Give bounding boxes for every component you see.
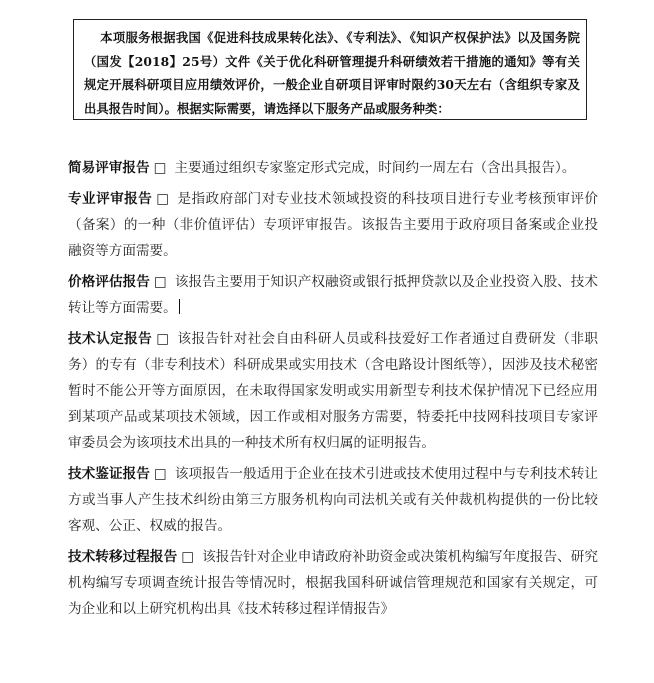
- checkbox[interactable]: □: [156, 191, 170, 207]
- service-title: 专业评审报告: [68, 191, 153, 207]
- service-title: 技术转移过程报告: [68, 549, 178, 565]
- service-title: 简易评审报告: [68, 160, 150, 176]
- service-title: 技术认定报告: [68, 331, 153, 347]
- service-description: 是指政府部门对专业技术领域投资的科技项目进行专业考核预审评价（备案）的一种（非价值评估）专项评审报告。该报告主要用于政府项目备案或企业投融资等方面需要。: [68, 191, 599, 259]
- checkbox[interactable]: □: [156, 331, 170, 347]
- service-list: [68, 155, 598, 627]
- service-description: 该报告针对企业申请政府补助资金或决策机构编写年度报告、研究机构编写专项调查统计报告等情况时，根据我国科研诚信管理规范和国家有关规定，可为企业和以上研究机构出具《技术转移过程详情报告》: [68, 549, 599, 617]
- service-simple-review: [68, 155, 598, 181]
- service-description: 主要通过组织专家鉴定形式完成，时间约一周左右（含出具报告）。: [174, 160, 576, 176]
- checkbox[interactable]: □: [181, 549, 195, 565]
- notice-box: [73, 19, 587, 120]
- checkbox[interactable]: □: [153, 466, 167, 482]
- service-description: 该报告主要用于知识产权融资或银行抵押贷款以及企业投资入股、技术转让等方面需要。: [68, 274, 599, 316]
- service-title: 价格评估报告: [68, 274, 150, 290]
- service-description: 该报告针对社会自由科研人员或科技爱好工作者通过自费研发（非职务）的专有（非专利技术）科研成果或实用技术（含电路设计图纸等），因涉及技术秘密暂时不能公开等方面原因，在未取得国家发明或实用新型专利技术保护情况下已经应用到某项产品或某项技术领域，因工作或相对服务方需要，特委托中技网科技项目专家评审委员会为该项技术出具的一种技术所有权归属的证明报告。: [68, 331, 599, 451]
- text-cursor: [179, 299, 181, 314]
- checkbox[interactable]: □: [153, 274, 167, 290]
- service-price-evaluation: [68, 269, 598, 321]
- checkbox[interactable]: □: [153, 160, 167, 176]
- service-technology-appraisal: [68, 461, 598, 539]
- notice-text: 本项服务根据我国《促进科技成果转化法》、《专利法》、《知识产权保护法》以及国务院（国发【2018】25号）文件《关于优化科研管理提升科研绩效若干措施的通知》等有关规定开展科研项目应用绩效评价，一般企业自研项目评审时限约30天左右（含组织专家及出具报告时间）。根据实际需要，请选择以下服务产品或服务种类：: [84, 30, 580, 116]
- service-professional-review: [68, 186, 598, 264]
- service-technology-certification: [68, 326, 598, 456]
- service-description: 该项报告一般适用于企业在技术引进或技术使用过程中与专利技术转让方或当事人产生技术纠纷由第三方服务机构向司法机关或有关仲裁机构提供的一份比较客观、公正、权威的报告。: [68, 466, 599, 534]
- service-title: 技术鉴证报告: [68, 466, 150, 482]
- service-technology-transfer-process: [68, 544, 598, 622]
